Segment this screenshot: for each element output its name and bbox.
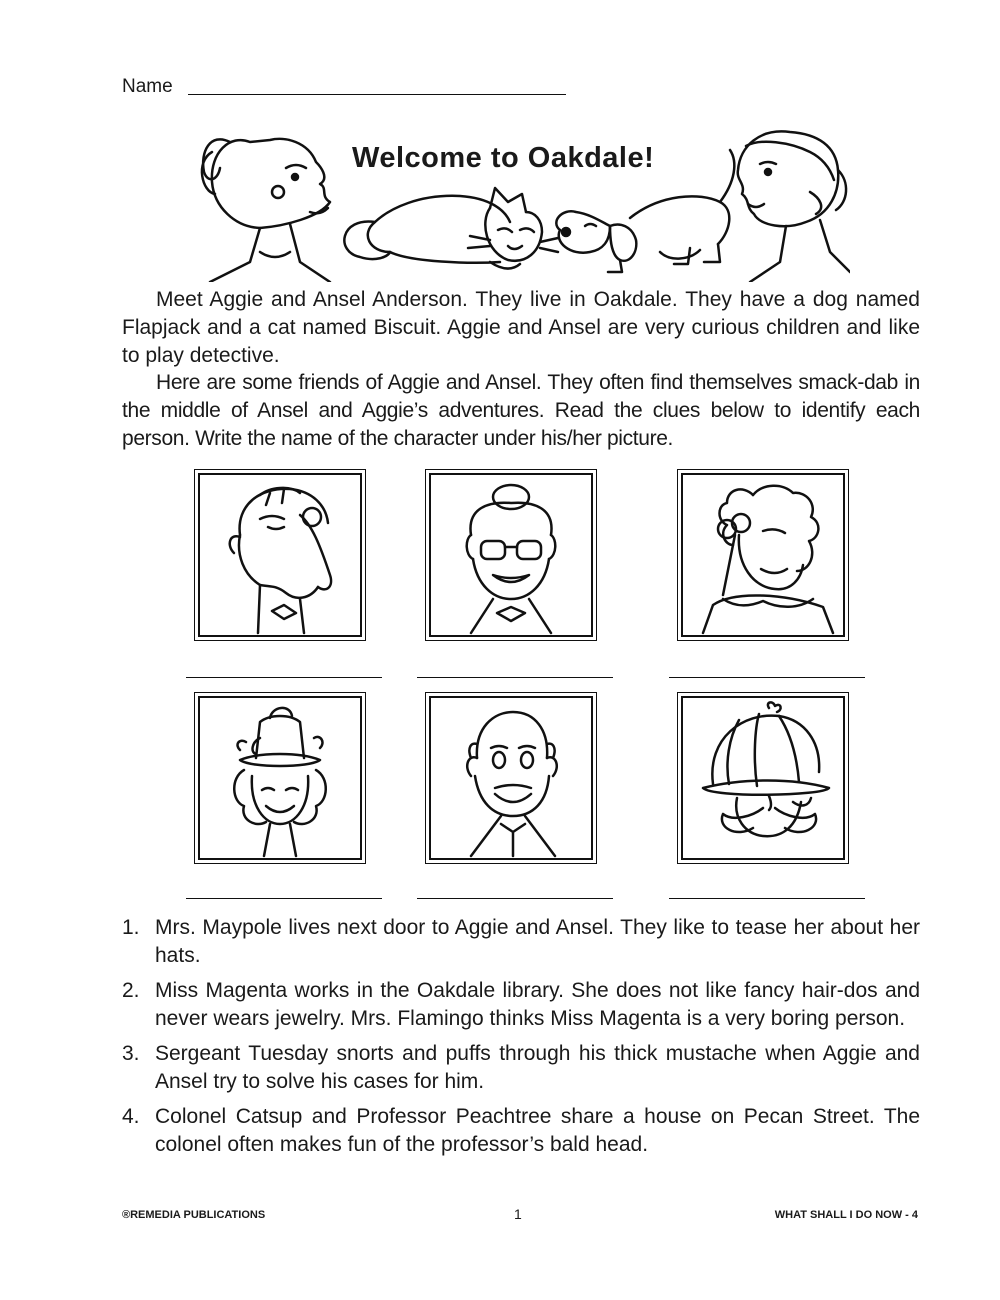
series-title: WHAT SHALL I DO NOW - 4: [774, 1209, 918, 1221]
woman-fancy-hat-portrait-icon: [198, 696, 362, 860]
clue-text: Mrs. Maypole lives next door to Aggie and Ansel. They like to tease her about her hats.: [155, 916, 920, 967]
detective-mustache-portrait-icon: [681, 696, 845, 860]
answer-line[interactable]: [417, 677, 613, 678]
clue-list: [122, 914, 920, 1166]
woman-glasses-bun-portrait-icon: [429, 473, 593, 637]
intro-paragraph-1: Meet Aggie and Ansel Anderson. They live in Oakdale. They have a dog named Flapjack and a cat named Biscuit. Aggie and Ansel are very curious children and like to play detective.: [122, 288, 920, 367]
clue-item: [122, 914, 920, 970]
clue-number: 4.: [122, 1105, 140, 1128]
answer-line[interactable]: [669, 898, 865, 899]
clue-number: 2.: [122, 979, 140, 1002]
answer-line[interactable]: [186, 898, 382, 899]
answer-line[interactable]: [669, 677, 865, 678]
old-man-monocle-portrait-icon: [198, 473, 362, 637]
clue-text: Miss Magenta works in the Oakdale library. She does not like fancy hair-dos and never wears jewelry. Mrs. Flamingo thinks Miss Magenta is a very boring person.: [155, 979, 920, 1030]
intro-paragraph-2: Here are some friends of Aggie and Ansel. They often find themselves smack-dab in the middle of Ansel and Aggie’s adventures. Read the clues below to identify each person. Write the name of the character under his/her picture.: [122, 371, 920, 450]
page-number: 1: [514, 1206, 522, 1222]
boy-face-icon: [738, 131, 850, 282]
answer-line[interactable]: [417, 898, 613, 899]
name-label: Name: [122, 76, 173, 97]
clue-number: 1.: [122, 916, 140, 939]
woman-lorgnette-portrait-icon: [681, 473, 845, 637]
clue-number: 3.: [122, 1042, 140, 1065]
clue-text: Colonel Catsup and Professor Peachtree share a house on Pecan Street. The colonel often makes fun of the professor’s bald head.: [155, 1105, 920, 1156]
clue-item: [122, 1040, 920, 1096]
bald-man-smiling-portrait-icon: [429, 696, 593, 860]
clue-item: [122, 977, 920, 1033]
answer-line[interactable]: [186, 677, 382, 678]
clue-text: Sergeant Tuesday snorts and puffs through his thick mustache when Aggie and Ansel try to solve his cases for him.: [155, 1042, 920, 1093]
cat-icon: [344, 188, 558, 269]
publisher-credit: ®REMEDIA PUBLICATIONS: [122, 1209, 266, 1221]
clue-item: [122, 1103, 920, 1159]
name-field-line[interactable]: [188, 94, 566, 95]
page-title: Welcome to Oakdale!: [352, 142, 655, 174]
girl-face-icon: [202, 139, 330, 282]
